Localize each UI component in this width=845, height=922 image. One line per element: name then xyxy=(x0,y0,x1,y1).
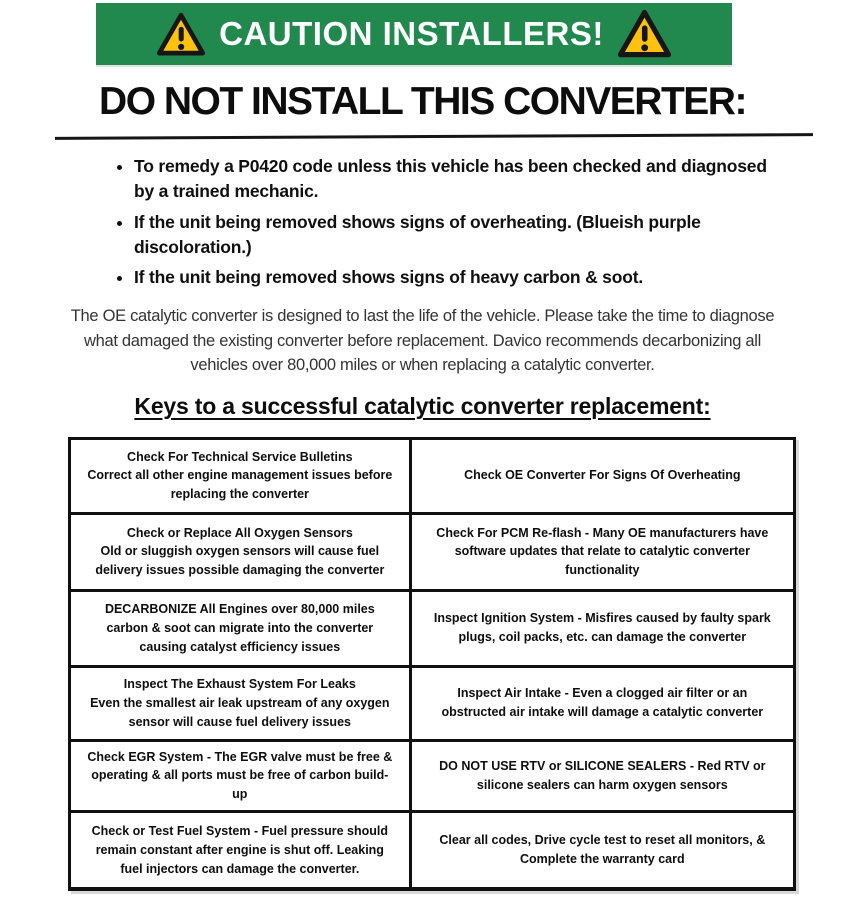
paragraph-line: vehicles over 80,000 miles or when replacing a catalytic converter. xyxy=(190,356,655,375)
table-cell-right xyxy=(410,666,794,740)
table-cell-left xyxy=(70,438,411,513)
table-row xyxy=(70,666,795,740)
main-heading: DO NOT INSTALL THIS CONVERTER: xyxy=(99,80,746,123)
table-row xyxy=(70,438,795,513)
caution-banner xyxy=(96,3,732,65)
warning-triangle-left-icon xyxy=(156,12,206,57)
table-cell-left xyxy=(70,513,411,590)
cell-line: Check For Technical Service Bulletins xyxy=(127,449,353,464)
table-row xyxy=(70,590,795,666)
warning-item: • If the unit being removed shows signs of heavy carbon & soot. xyxy=(134,265,774,290)
cell-line: DECARBONIZE All Engines over 80,000 miles carbon & soot can migrate into the converter causing catalyst efficiency issues xyxy=(104,602,375,654)
table-cell-right xyxy=(410,590,794,666)
keys-table xyxy=(68,437,796,892)
cell-line: Inspect Ignition System - Misfires caused by faulty spark plugs, coil packs, etc. can damage the converter xyxy=(433,611,771,645)
table-row xyxy=(70,811,795,889)
table-cell-left xyxy=(70,590,411,666)
warning-triangle-right-icon xyxy=(617,9,672,59)
table-cell-right xyxy=(410,811,794,889)
cell-line: Clear all codes, Drive cycle test to reset all monitors, & Complete the warranty card xyxy=(439,833,766,867)
banner-title: CAUTION INSTALLERS! xyxy=(219,15,604,52)
cell-line: DO NOT USE RTV or SILICONE SEALERS - Red RTV or silicone sealers can harm oxygen sensors xyxy=(439,759,766,792)
keys-heading: Keys to a successful catalytic converter replacement: xyxy=(134,392,711,419)
table-cell-left xyxy=(70,666,411,740)
warning-item: • If the unit being removed shows signs of overheating. (Blueish purple discoloration.) xyxy=(134,210,774,260)
warning-item: • To remedy a P0420 code unless this vehicle has been checked and diagnosed by a trained mechanic. xyxy=(134,154,774,204)
keys-table-body xyxy=(70,438,795,889)
cell-line: Check or Test Fuel System - Fuel pressure should remain constant after engine is shut off. Leaking fuel injectors can damage the converter. xyxy=(91,824,388,876)
divider-line xyxy=(55,133,813,140)
cell-line: Inspect The Exhaust System For Leaks xyxy=(123,677,356,692)
cell-line: Check OE Converter For Signs Of Overheating xyxy=(464,468,741,483)
table-cell-right xyxy=(410,740,794,811)
table-cell-left xyxy=(70,740,411,811)
cell-line: Check or Replace All Oxygen Sensors xyxy=(126,525,353,540)
cell-line: Check EGR System - The EGR valve must be free & operating & all ports must be free of carbon build-up xyxy=(87,749,393,802)
table-cell-left xyxy=(70,811,411,889)
paragraph-line: what damaged the existing converter before replacement. Davico recommends decarbonizing all xyxy=(83,331,762,350)
paragraph-line: The OE catalytic converter is designed to last the life of the vehicle. Please take the time to diagnose xyxy=(70,307,775,326)
table-row xyxy=(70,740,795,811)
intro-paragraph xyxy=(0,304,845,378)
cell-line: Inspect Air Intake - Even a clogged air filter or an obstructed air intake will damage a catalytic converter xyxy=(441,686,764,720)
table-cell-right xyxy=(410,438,794,513)
cell-line: Check For PCM Re-flash - Many OE manufacturers have software updates that relate to catalytic converter functionality xyxy=(436,525,769,578)
table-row xyxy=(70,513,795,590)
warnings-list xyxy=(112,154,774,290)
cell-line: Correct all other engine management issues before replacing the converter xyxy=(87,468,393,502)
cell-line: Old or sluggish oxygen sensors will cause fuel delivery issues possible damaging the converter xyxy=(95,544,385,578)
table-cell-right xyxy=(410,513,794,590)
cell-line: Even the smallest air leak upstream of any oxygen sensor will cause fuel delivery issues xyxy=(90,695,390,729)
